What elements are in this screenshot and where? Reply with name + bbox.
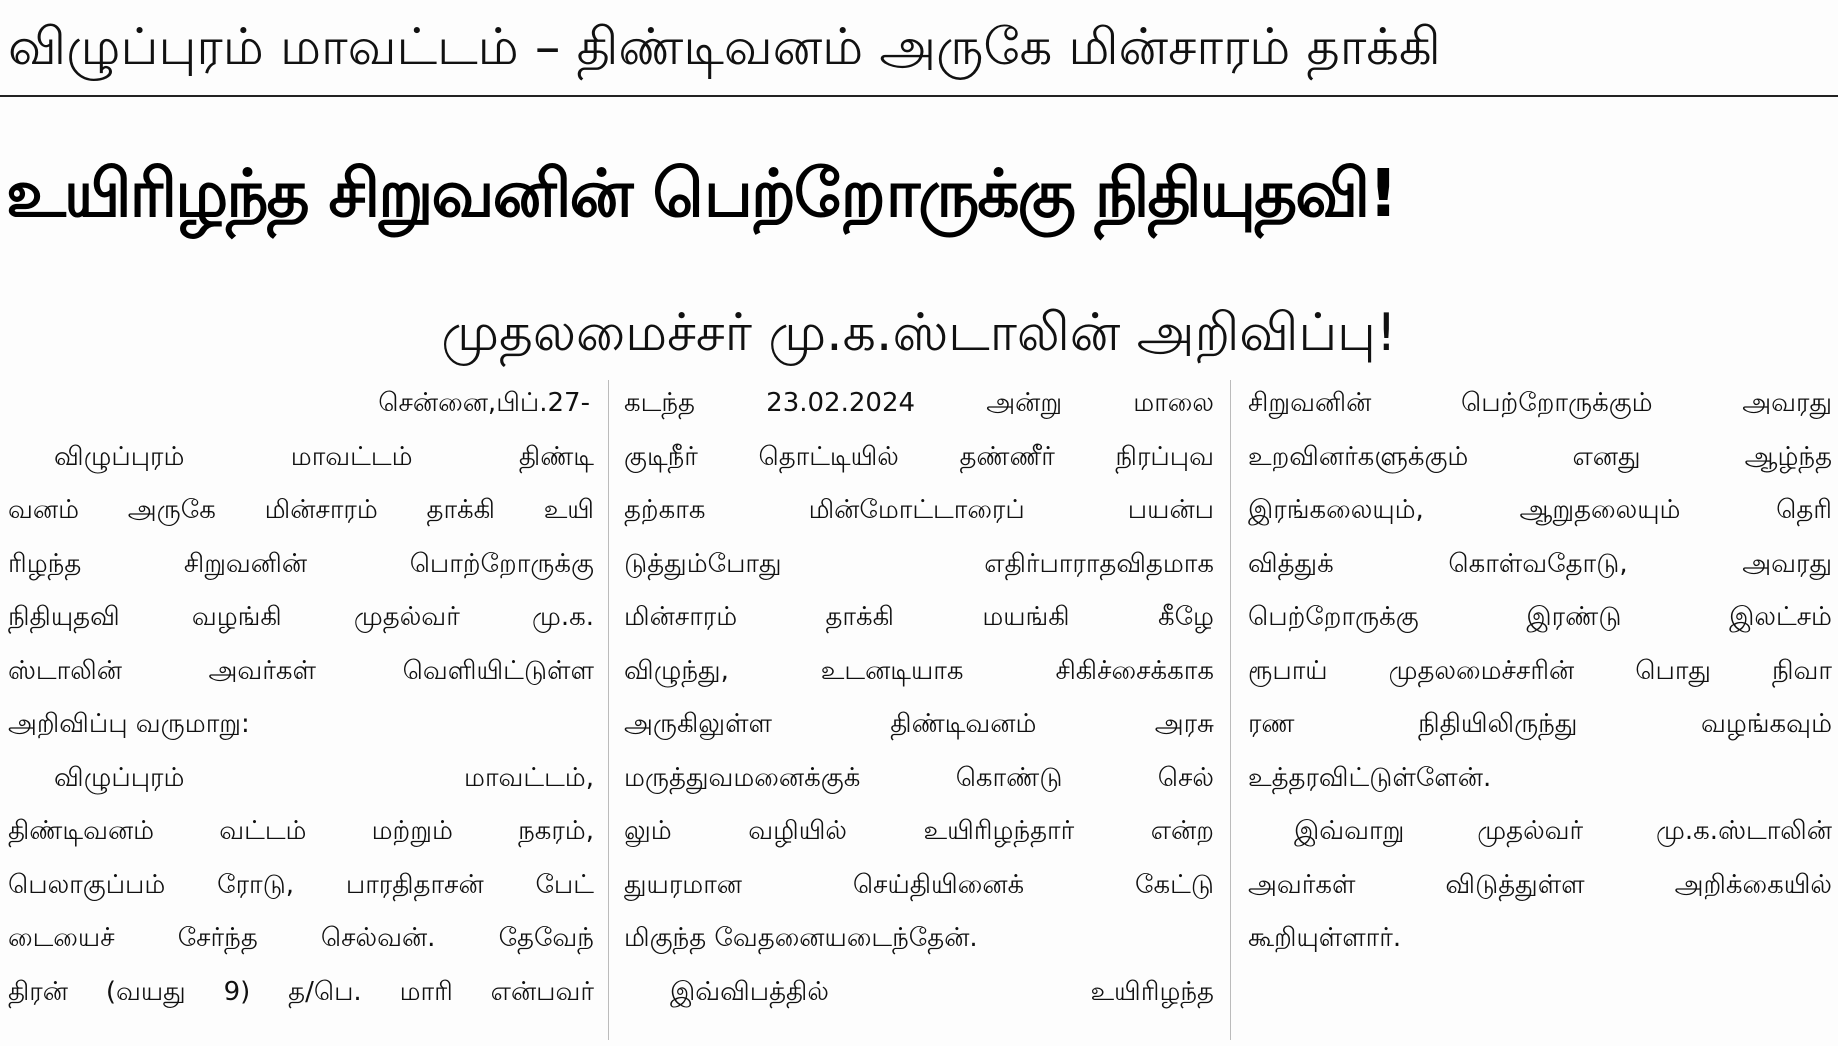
column-divider [608, 380, 609, 1040]
article-line [624, 966, 1214, 1020]
article-line [1248, 377, 1832, 431]
word: ஆறுதலையும் [1519, 495, 1681, 525]
word: தாக்கி [825, 602, 894, 632]
article-line [624, 538, 1214, 592]
word: டையைச் [8, 923, 115, 953]
article-line [624, 645, 1214, 699]
word: திண்டிவனம் [890, 709, 1037, 739]
word: வனம் [8, 495, 80, 525]
word: பெற்றோருக்கு [1248, 602, 1419, 632]
article-column-1 [8, 377, 594, 1041]
word: பெலாகுப்பம் [8, 869, 166, 900]
article-line [1248, 431, 1832, 485]
article-line [8, 805, 594, 859]
article-line [1248, 805, 1832, 859]
word: செல் [1157, 762, 1214, 793]
article-line [624, 484, 1214, 538]
word: மின்சாரம் [264, 495, 378, 525]
word: திரன் [8, 976, 68, 1007]
word: முதலமைச்சரின் [1388, 655, 1575, 686]
word: ஆழ்ந்த [1744, 441, 1832, 472]
word: ரூபாய் [1248, 655, 1328, 686]
word: விழுப்புரம் [54, 762, 185, 793]
word: டுத்தும்போது [624, 548, 782, 579]
word: வழங்கவும் [1700, 709, 1832, 739]
word: (வயது [105, 976, 186, 1007]
word: இவ்விபத்தில் [670, 976, 829, 1007]
word: அவரது [1742, 388, 1832, 418]
word: உறவினர்களுக்கும் [1248, 441, 1469, 472]
article-line [8, 645, 594, 699]
word: வழியில் [748, 816, 847, 846]
word: கொள்வதோடு, [1448, 548, 1628, 579]
word: அவரது [1742, 548, 1832, 579]
word: பெற்றோருக்கும் [1460, 388, 1653, 418]
article-line [624, 431, 1214, 485]
article-line [1248, 645, 1832, 699]
word: தேவேந் [498, 923, 594, 953]
word: வெளியிட்டுள்ள [402, 655, 594, 686]
word: 9) [223, 976, 251, 1007]
word: திண்டி [518, 441, 594, 472]
word: ரிழந்த [8, 548, 82, 579]
article-column-3 [1248, 377, 1832, 1041]
word: முதல்வர் [1477, 816, 1584, 846]
word: தொட்டியில் [758, 441, 899, 472]
word: இரண்டு [1526, 602, 1622, 632]
word: என்ற [1150, 816, 1214, 846]
word: பொது [1635, 655, 1711, 686]
header-rule [0, 95, 1838, 97]
article-line [8, 591, 594, 645]
word: கேட்டு [1135, 869, 1214, 900]
article-line [624, 377, 1214, 431]
word: நிதியிலிருந்து [1418, 709, 1578, 739]
word: லும் [624, 816, 672, 846]
word: விடுத்துள்ள [1445, 869, 1585, 900]
word: அன்று [986, 388, 1063, 418]
word: வித்துக் [1248, 548, 1334, 579]
word: கொண்டு [955, 762, 1063, 793]
headline: உயிரிழந்த சிறுவனின் பெற்றோருக்கு நிதியுதவி! [6, 155, 1397, 232]
word: மருத்துவமனைக்குக் [624, 762, 861, 793]
word: சிறுவனின் [1248, 388, 1372, 418]
article-line [8, 966, 594, 1020]
word: நகரம், [518, 816, 594, 846]
article-line [1248, 591, 1832, 645]
word: அறிக்கையில் [1674, 869, 1832, 900]
word: உயிரிழந்தார் [923, 816, 1075, 846]
word: மு.க. [531, 602, 594, 632]
word: மாரி [399, 976, 453, 1007]
word: அரசு [1154, 709, 1214, 739]
word: உடனடியாக [820, 655, 964, 686]
word: இரங்கலையும், [1248, 495, 1424, 525]
word: குடிநீர் [624, 441, 698, 472]
word: மின்மோட்டாரைப் [808, 495, 1025, 525]
article-line [8, 859, 594, 913]
word: தெரி [1776, 495, 1832, 525]
word: பயன்ப [1127, 495, 1214, 525]
kicker-line: விழுப்புரம் மாவட்டம் – திண்டிவனம் அருகே மின்சாரம் தாக்கி [8, 18, 1441, 77]
word: நிரப்புவ [1115, 441, 1214, 472]
word: தாக்கி [426, 495, 495, 525]
word: மாவட்டம், [464, 762, 594, 793]
article-line [1248, 484, 1832, 538]
word: தண்ணீர் [959, 441, 1055, 472]
article-line [624, 859, 1214, 913]
word: 23.02.2024 [766, 388, 916, 418]
word: கீழே [1157, 602, 1214, 632]
dateline: சென்னை,பிப்.27- [378, 388, 590, 418]
word: முதல்வர் [353, 602, 460, 632]
word: திண்டிவனம் [8, 816, 155, 846]
article-line [8, 484, 594, 538]
word: ரோடு, [217, 869, 295, 900]
article-column-2 [624, 377, 1214, 1041]
word: மின்சாரம் [624, 602, 738, 632]
word: மு.க.ஸ்டாலின் [1656, 816, 1832, 846]
word: சிறுவனின் [183, 548, 308, 579]
article-line [8, 431, 594, 485]
word: இவ்வாறு [1294, 816, 1405, 846]
word: அவர்கள் [1248, 869, 1356, 900]
word: பேட் [535, 869, 594, 900]
article-line: மிகுந்த வேதனையடைந்தேன். [624, 923, 978, 953]
word: உயி [543, 495, 594, 525]
word: சிகிச்சைக்காக [1055, 655, 1214, 686]
word: செல்வன். [320, 923, 436, 953]
article-line [8, 752, 594, 806]
article-line [624, 752, 1214, 806]
word: செய்தியினைக் [852, 869, 1025, 900]
word: மற்றும் [371, 816, 453, 846]
article-line: அறிவிப்பு வருமாறு: [8, 709, 250, 739]
word: மயங்கி [982, 602, 1070, 632]
word: அவர்கள் [208, 655, 316, 686]
article-line [8, 538, 594, 592]
word: நிவா [1771, 655, 1832, 686]
word: பொற்றோருக்கு [409, 548, 594, 579]
word: இலட்சம் [1729, 602, 1832, 632]
article-line [1248, 859, 1832, 913]
word: அருகே [127, 495, 216, 525]
word: எதிர்பாராதவிதமாக [984, 548, 1214, 579]
article-line [8, 912, 594, 966]
word: மாவட்டம் [290, 441, 413, 472]
subheadline: முதலமைச்சர் மு.க.ஸ்டாலின் அறிவிப்பு! [441, 303, 1397, 363]
word: விழுப்புரம் [54, 441, 185, 472]
word: கடந்த [624, 388, 695, 418]
article-line: உத்தரவிட்டுள்ளேன். [1248, 762, 1492, 793]
column-divider [1230, 380, 1231, 1040]
word: அருகிலுள்ள [624, 709, 773, 739]
word: பாரதிதாசன் [345, 869, 484, 900]
word: ரண [1248, 709, 1295, 739]
word: உயிரிழந்த [1090, 976, 1214, 1007]
word: த/பெ. [288, 976, 362, 1007]
article-line [1248, 538, 1832, 592]
article-line: கூறியுள்ளார். [1248, 923, 1402, 953]
article-line [624, 698, 1214, 752]
word: மாலை [1133, 388, 1214, 418]
word: நிதியுதவி [8, 602, 120, 632]
word: வழங்கி [191, 602, 282, 632]
word: வட்டம் [219, 816, 307, 846]
word: ஸ்டாலின் [8, 655, 122, 686]
word: என்பவர் [490, 976, 594, 1007]
word: துயரமான [624, 869, 742, 900]
word: விழுந்து, [624, 655, 729, 686]
word: தற்காக [624, 495, 706, 525]
article-line [624, 591, 1214, 645]
article-line [1248, 698, 1832, 752]
article-line [624, 805, 1214, 859]
word: சேர்ந்த [177, 923, 258, 953]
word: எனது [1572, 441, 1641, 472]
